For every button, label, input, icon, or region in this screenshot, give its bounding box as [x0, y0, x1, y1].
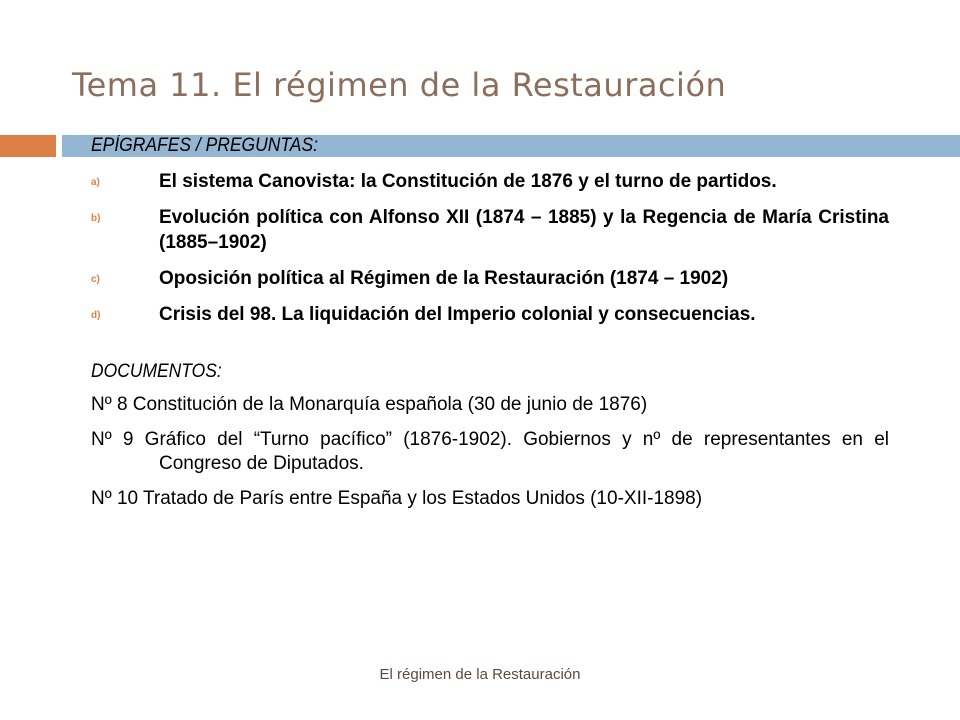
list-item [91, 205, 891, 255]
document-item: Nº 10 Tratado de París entre España y los Estados Unidos (10-XII-1898) [91, 488, 703, 509]
item-text: Crisis del 98. La liquidación del Imperio colonial y consecuencias. [159, 304, 756, 325]
documentos-heading: DOCUMENTOS: [91, 361, 222, 382]
list-item [91, 169, 891, 194]
epigrafes-heading: EPÍGRAFES / PREGUNTAS: [91, 135, 318, 156]
item-letter: d) [91, 310, 101, 321]
slide-content [91, 133, 891, 522]
document-list [91, 393, 891, 511]
item-text: Oposición política al Régimen de la Restauración (1874 – 1902) [159, 268, 729, 289]
document-item: Nº 8 Constitución de la Monarquía española (30 de junio de 1876) [91, 394, 648, 415]
accent-bar-orange [0, 135, 56, 157]
item-letter: b) [91, 213, 101, 224]
item-text: El sistema Canovista: la Constitución de 1876 y el turno de partidos. [159, 171, 777, 192]
slide-footer: El régimen de la Restauración [379, 666, 581, 683]
document-item: Nº 9 Gráfico del “Turno pacífico” (1876-1902). Gobiernos y nº de representantes en el Congreso de Diputados. [91, 429, 889, 474]
list-item [91, 266, 891, 291]
item-text: Evolución política con Alfonso XII (1874 – 1885) y la Regencia de María Cristina (1885–1902) [159, 207, 889, 253]
question-list [91, 169, 891, 327]
list-item [91, 302, 891, 327]
slide-title: Tema 11. El régimen de la Restauración [72, 66, 727, 104]
item-letter: a) [91, 177, 100, 188]
item-letter: c) [91, 274, 100, 285]
